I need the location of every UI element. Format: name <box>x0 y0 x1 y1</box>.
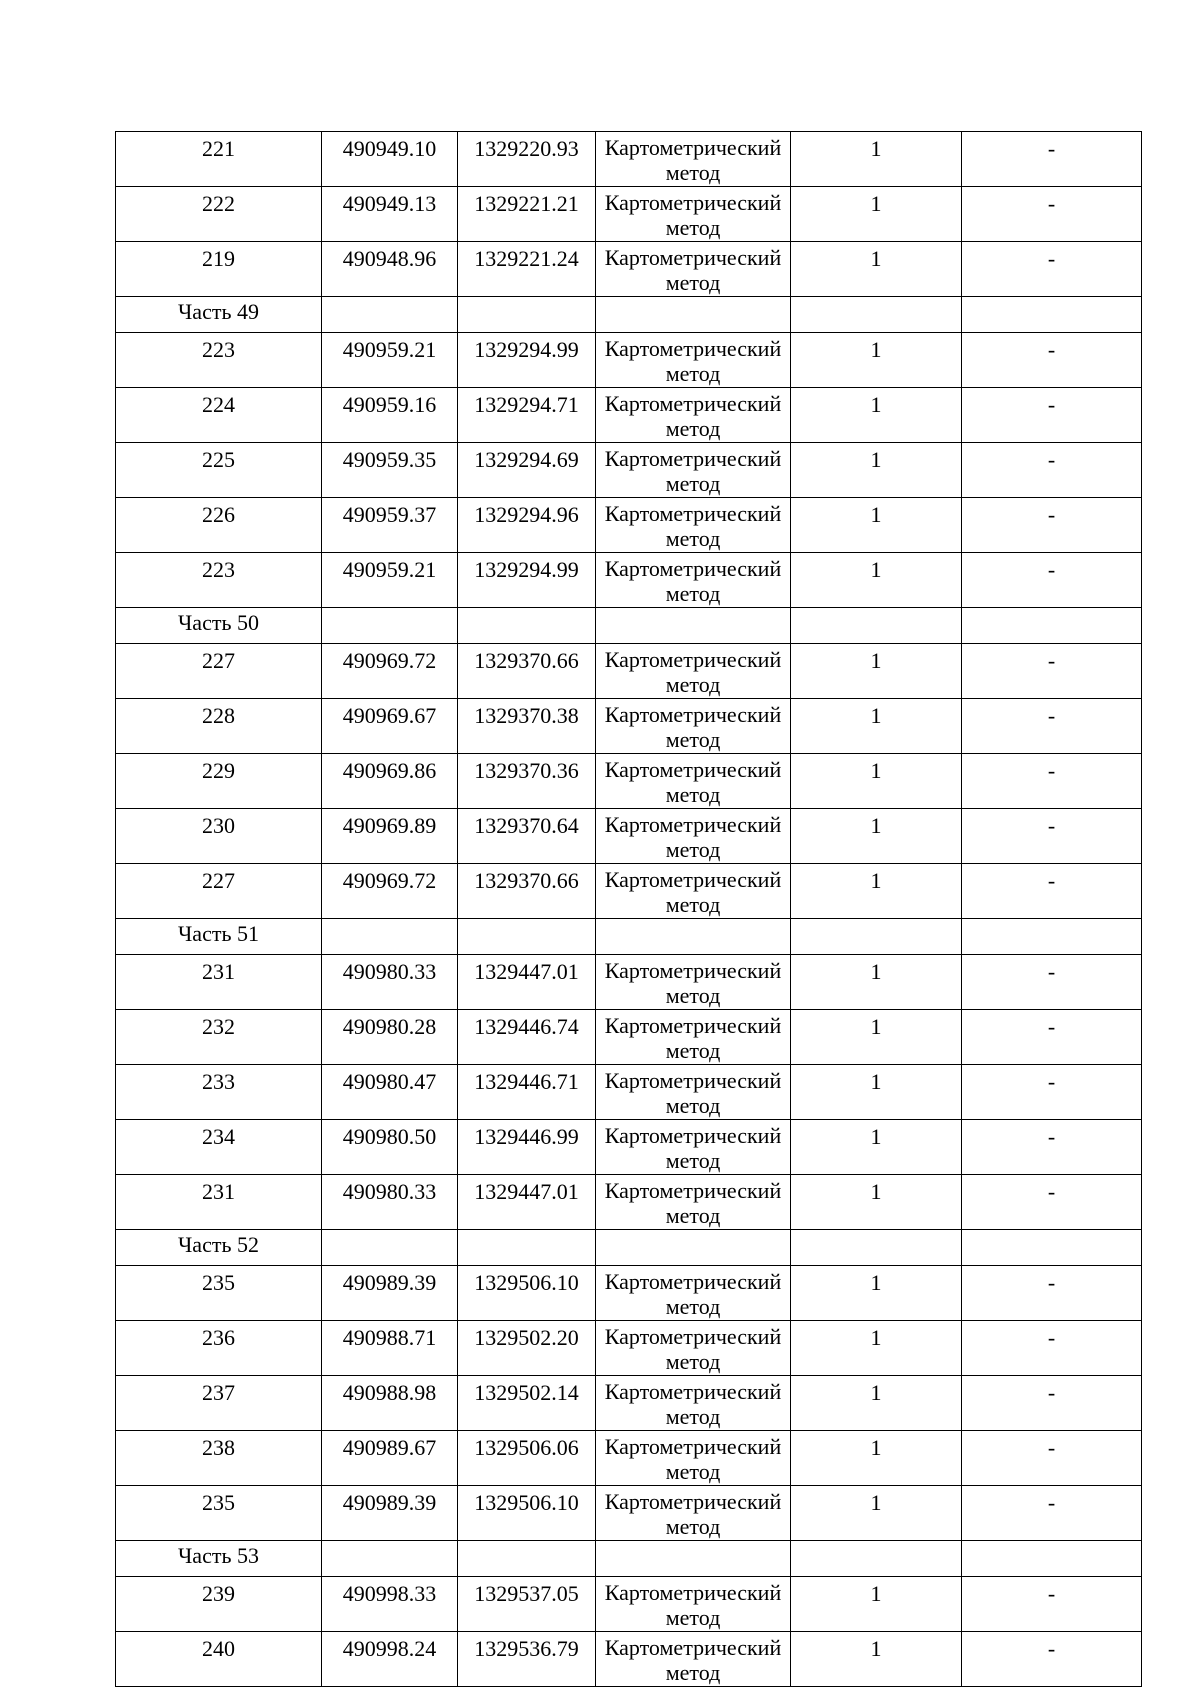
point-number: 227 <box>116 864 322 919</box>
table-row <box>116 754 1142 809</box>
table-row <box>116 864 1142 919</box>
empty-cell <box>322 608 458 644</box>
coordinate-y: 1329446.71 <box>458 1065 596 1120</box>
description-value: - <box>962 1632 1142 1687</box>
method-text-line1: Картометрический <box>604 757 782 782</box>
accuracy-value: 1 <box>791 1376 962 1431</box>
table-row <box>116 1486 1142 1541</box>
point-number: 231 <box>116 1175 322 1230</box>
method-cell <box>596 443 791 498</box>
coordinate-x: 490949.10 <box>322 132 458 187</box>
method-cell <box>596 187 791 242</box>
table-row <box>116 553 1142 608</box>
coordinates-table <box>115 131 1142 1687</box>
coordinate-x: 490959.37 <box>322 498 458 553</box>
method-cell <box>596 1376 791 1431</box>
accuracy-value: 1 <box>791 1632 962 1687</box>
accuracy-value: 1 <box>791 132 962 187</box>
method-cell <box>596 1431 791 1486</box>
point-number: 237 <box>116 1376 322 1431</box>
part-label: Часть 51 <box>116 919 322 955</box>
empty-cell <box>962 1230 1142 1266</box>
table-row <box>116 1010 1142 1065</box>
point-number: 230 <box>116 809 322 864</box>
table-row <box>116 1376 1142 1431</box>
method-text-line1: Картометрический <box>604 958 782 983</box>
method-text-line2: метод <box>665 892 721 917</box>
method-cell <box>596 388 791 443</box>
empty-cell <box>322 1541 458 1577</box>
empty-cell <box>322 1230 458 1266</box>
point-number: 229 <box>116 754 322 809</box>
description-value: - <box>962 864 1142 919</box>
accuracy-value: 1 <box>791 443 962 498</box>
method-text-line2: метод <box>665 1349 721 1374</box>
method-text-line2: метод <box>665 416 721 441</box>
method-text-line2: метод <box>665 581 721 606</box>
description-value: - <box>962 443 1142 498</box>
coordinate-x: 490949.13 <box>322 187 458 242</box>
table-row <box>116 443 1142 498</box>
method-cell <box>596 1175 791 1230</box>
description-value: - <box>962 644 1142 699</box>
point-number: 224 <box>116 388 322 443</box>
empty-cell <box>791 1541 962 1577</box>
coordinate-y: 1329502.14 <box>458 1376 596 1431</box>
empty-cell <box>596 608 791 644</box>
empty-cell <box>322 919 458 955</box>
coordinate-y: 1329294.99 <box>458 553 596 608</box>
accuracy-value: 1 <box>791 955 962 1010</box>
table-row <box>116 1065 1142 1120</box>
empty-cell <box>962 608 1142 644</box>
method-cell <box>596 1120 791 1175</box>
method-text-line1: Картометрический <box>604 556 782 581</box>
empty-cell <box>458 608 596 644</box>
part-header-row <box>116 1541 1142 1577</box>
method-cell <box>596 1010 791 1065</box>
method-text-line1: Картометрический <box>604 190 782 215</box>
method-text-line1: Картометрический <box>604 391 782 416</box>
description-value: - <box>962 1431 1142 1486</box>
method-cell <box>596 644 791 699</box>
method-cell <box>596 699 791 754</box>
point-number: 233 <box>116 1065 322 1120</box>
coordinate-y: 1329536.79 <box>458 1632 596 1687</box>
point-number: 240 <box>116 1632 322 1687</box>
method-text-line2: метод <box>665 471 721 496</box>
method-text-line1: Картометрический <box>604 1434 782 1459</box>
coordinate-x: 490948.96 <box>322 242 458 297</box>
table-row <box>116 1431 1142 1486</box>
point-number: 228 <box>116 699 322 754</box>
empty-cell <box>458 297 596 333</box>
accuracy-value: 1 <box>791 1010 962 1065</box>
part-label: Часть 52 <box>116 1230 322 1266</box>
coordinate-x: 490969.86 <box>322 754 458 809</box>
table-row <box>116 644 1142 699</box>
coordinate-y: 1329502.20 <box>458 1321 596 1376</box>
method-text-line2: метод <box>665 727 721 752</box>
description-value: - <box>962 1266 1142 1321</box>
empty-cell <box>791 919 962 955</box>
part-header-row <box>116 919 1142 955</box>
accuracy-value: 1 <box>791 498 962 553</box>
description-value: - <box>962 498 1142 553</box>
description-value: - <box>962 1577 1142 1632</box>
method-cell <box>596 333 791 388</box>
method-text-line2: метод <box>665 1404 721 1429</box>
method-text-line1: Картометрический <box>604 812 782 837</box>
coordinate-y: 1329370.66 <box>458 864 596 919</box>
point-number: 223 <box>116 553 322 608</box>
method-text-line2: метод <box>665 1660 721 1685</box>
description-value: - <box>962 1175 1142 1230</box>
method-text-line1: Картометрический <box>604 1269 782 1294</box>
method-text-line2: метод <box>665 1038 721 1063</box>
table-row <box>116 1266 1142 1321</box>
point-number: 226 <box>116 498 322 553</box>
method-cell <box>596 498 791 553</box>
empty-cell <box>791 1230 962 1266</box>
empty-cell <box>596 1230 791 1266</box>
method-text-line2: метод <box>665 361 721 386</box>
description-value: - <box>962 1321 1142 1376</box>
coordinate-x: 490989.39 <box>322 1266 458 1321</box>
method-text-line1: Картометрический <box>604 501 782 526</box>
table-row <box>116 1321 1142 1376</box>
description-value: - <box>962 1486 1142 1541</box>
method-cell <box>596 1321 791 1376</box>
accuracy-value: 1 <box>791 1120 962 1175</box>
empty-cell <box>962 919 1142 955</box>
table-row <box>116 809 1142 864</box>
coordinate-x: 490959.21 <box>322 333 458 388</box>
coordinate-y: 1329447.01 <box>458 955 596 1010</box>
point-number: 219 <box>116 242 322 297</box>
method-text-line2: метод <box>665 1514 721 1539</box>
method-cell <box>596 864 791 919</box>
part-header-row <box>116 608 1142 644</box>
table-row <box>116 1175 1142 1230</box>
method-text-line1: Картометрический <box>604 1489 782 1514</box>
coordinate-y: 1329370.38 <box>458 699 596 754</box>
method-cell <box>596 955 791 1010</box>
coordinate-y: 1329506.06 <box>458 1431 596 1486</box>
method-text-line2: метод <box>665 215 721 240</box>
accuracy-value: 1 <box>791 1486 962 1541</box>
method-cell <box>596 553 791 608</box>
part-header-row <box>116 297 1142 333</box>
method-text-line1: Картометрический <box>604 867 782 892</box>
table-row <box>116 699 1142 754</box>
coordinate-y: 1329370.64 <box>458 809 596 864</box>
coordinate-y: 1329294.96 <box>458 498 596 553</box>
accuracy-value: 1 <box>791 1321 962 1376</box>
coordinate-y: 1329221.24 <box>458 242 596 297</box>
coordinate-y: 1329294.71 <box>458 388 596 443</box>
description-value: - <box>962 132 1142 187</box>
method-cell <box>596 1577 791 1632</box>
accuracy-value: 1 <box>791 864 962 919</box>
point-number: 222 <box>116 187 322 242</box>
method-text-line2: метод <box>665 160 721 185</box>
accuracy-value: 1 <box>791 1431 962 1486</box>
method-cell <box>596 1065 791 1120</box>
description-value: - <box>962 1010 1142 1065</box>
point-number: 232 <box>116 1010 322 1065</box>
coordinate-x: 490959.21 <box>322 553 458 608</box>
coordinate-x: 490998.24 <box>322 1632 458 1687</box>
coordinate-x: 490980.28 <box>322 1010 458 1065</box>
method-text-line1: Картометрический <box>604 647 782 672</box>
point-number: 239 <box>116 1577 322 1632</box>
description-value: - <box>962 553 1142 608</box>
description-value: - <box>962 955 1142 1010</box>
method-text-line1: Картометрический <box>604 1013 782 1038</box>
coordinate-y: 1329537.05 <box>458 1577 596 1632</box>
accuracy-value: 1 <box>791 553 962 608</box>
table-row <box>116 333 1142 388</box>
table-row <box>116 187 1142 242</box>
coordinate-y: 1329294.69 <box>458 443 596 498</box>
coordinate-x: 490980.33 <box>322 1175 458 1230</box>
coordinate-y: 1329506.10 <box>458 1486 596 1541</box>
method-text-line1: Картометрический <box>604 1580 782 1605</box>
method-text-line1: Картометрический <box>604 702 782 727</box>
method-text-line1: Картометрический <box>604 1068 782 1093</box>
method-text-line2: метод <box>665 1605 721 1630</box>
accuracy-value: 1 <box>791 187 962 242</box>
coordinate-x: 490969.72 <box>322 644 458 699</box>
part-header-row <box>116 1230 1142 1266</box>
empty-cell <box>458 919 596 955</box>
description-value: - <box>962 1120 1142 1175</box>
method-text-line2: метод <box>665 526 721 551</box>
part-label: Часть 49 <box>116 297 322 333</box>
method-text-line1: Картометрический <box>604 1635 782 1660</box>
method-cell <box>596 242 791 297</box>
empty-cell <box>596 1541 791 1577</box>
point-number: 234 <box>116 1120 322 1175</box>
accuracy-value: 1 <box>791 809 962 864</box>
coordinate-x: 490980.47 <box>322 1065 458 1120</box>
point-number: 225 <box>116 443 322 498</box>
empty-cell <box>962 1541 1142 1577</box>
coordinate-y: 1329220.93 <box>458 132 596 187</box>
description-value: - <box>962 754 1142 809</box>
method-text-line2: метод <box>665 1148 721 1173</box>
method-text-line2: метод <box>665 782 721 807</box>
coordinate-x: 490980.50 <box>322 1120 458 1175</box>
method-text-line1: Картометрический <box>604 1324 782 1349</box>
method-cell <box>596 754 791 809</box>
coordinate-x: 490989.39 <box>322 1486 458 1541</box>
accuracy-value: 1 <box>791 699 962 754</box>
method-text-line2: метод <box>665 672 721 697</box>
point-number: 223 <box>116 333 322 388</box>
coordinate-y: 1329221.21 <box>458 187 596 242</box>
table-row <box>116 1632 1142 1687</box>
method-text-line1: Картометрический <box>604 1379 782 1404</box>
empty-cell <box>791 297 962 333</box>
method-text-line2: метод <box>665 837 721 862</box>
method-text-line1: Картометрический <box>604 1178 782 1203</box>
description-value: - <box>962 699 1142 754</box>
empty-cell <box>596 297 791 333</box>
description-value: - <box>962 388 1142 443</box>
accuracy-value: 1 <box>791 242 962 297</box>
method-cell <box>596 1486 791 1541</box>
method-text-line2: метод <box>665 1203 721 1228</box>
method-text-line1: Картометрический <box>604 336 782 361</box>
coordinate-x: 490969.72 <box>322 864 458 919</box>
accuracy-value: 1 <box>791 754 962 809</box>
description-value: - <box>962 1065 1142 1120</box>
point-number: 227 <box>116 644 322 699</box>
empty-cell <box>962 297 1142 333</box>
accuracy-value: 1 <box>791 1266 962 1321</box>
coordinate-y: 1329506.10 <box>458 1266 596 1321</box>
coordinate-x: 490969.89 <box>322 809 458 864</box>
method-cell <box>596 132 791 187</box>
method-cell <box>596 1632 791 1687</box>
empty-cell <box>322 297 458 333</box>
method-text-line2: метод <box>665 270 721 295</box>
method-text-line2: метод <box>665 1459 721 1484</box>
accuracy-value: 1 <box>791 333 962 388</box>
table-row <box>116 242 1142 297</box>
point-number: 235 <box>116 1486 322 1541</box>
coordinate-x: 490989.67 <box>322 1431 458 1486</box>
coordinate-x: 490998.33 <box>322 1577 458 1632</box>
table-row <box>116 132 1142 187</box>
empty-cell <box>596 919 791 955</box>
point-number: 235 <box>116 1266 322 1321</box>
coordinate-y: 1329447.01 <box>458 1175 596 1230</box>
description-value: - <box>962 809 1142 864</box>
coordinate-x: 490959.16 <box>322 388 458 443</box>
coordinate-y: 1329370.36 <box>458 754 596 809</box>
method-text-line1: Картометрический <box>604 135 782 160</box>
accuracy-value: 1 <box>791 644 962 699</box>
method-text-line1: Картометрический <box>604 1123 782 1148</box>
coordinate-x: 490988.98 <box>322 1376 458 1431</box>
part-label: Часть 50 <box>116 608 322 644</box>
table-row <box>116 1120 1142 1175</box>
coordinate-y: 1329446.99 <box>458 1120 596 1175</box>
method-text-line2: метод <box>665 983 721 1008</box>
accuracy-value: 1 <box>791 388 962 443</box>
description-value: - <box>962 242 1142 297</box>
point-number: 238 <box>116 1431 322 1486</box>
method-text-line1: Картометрический <box>604 446 782 471</box>
description-value: - <box>962 187 1142 242</box>
point-number: 221 <box>116 132 322 187</box>
method-cell <box>596 809 791 864</box>
description-value: - <box>962 333 1142 388</box>
empty-cell <box>458 1541 596 1577</box>
method-text-line1: Картометрический <box>604 245 782 270</box>
coordinates-table-body <box>116 132 1142 1687</box>
accuracy-value: 1 <box>791 1065 962 1120</box>
empty-cell <box>791 608 962 644</box>
table-row <box>116 1577 1142 1632</box>
method-text-line2: метод <box>665 1294 721 1319</box>
coordinate-x: 490959.35 <box>322 443 458 498</box>
table-row <box>116 955 1142 1010</box>
description-value: - <box>962 1376 1142 1431</box>
method-text-line2: метод <box>665 1093 721 1118</box>
coordinate-y: 1329294.99 <box>458 333 596 388</box>
point-number: 236 <box>116 1321 322 1376</box>
table-row <box>116 388 1142 443</box>
empty-cell <box>458 1230 596 1266</box>
coordinate-x: 490980.33 <box>322 955 458 1010</box>
part-label: Часть 53 <box>116 1541 322 1577</box>
coordinate-x: 490969.67 <box>322 699 458 754</box>
accuracy-value: 1 <box>791 1577 962 1632</box>
point-number: 231 <box>116 955 322 1010</box>
coordinate-x: 490988.71 <box>322 1321 458 1376</box>
coordinate-y: 1329370.66 <box>458 644 596 699</box>
accuracy-value: 1 <box>791 1175 962 1230</box>
coordinate-y: 1329446.74 <box>458 1010 596 1065</box>
method-cell <box>596 1266 791 1321</box>
table-row <box>116 498 1142 553</box>
